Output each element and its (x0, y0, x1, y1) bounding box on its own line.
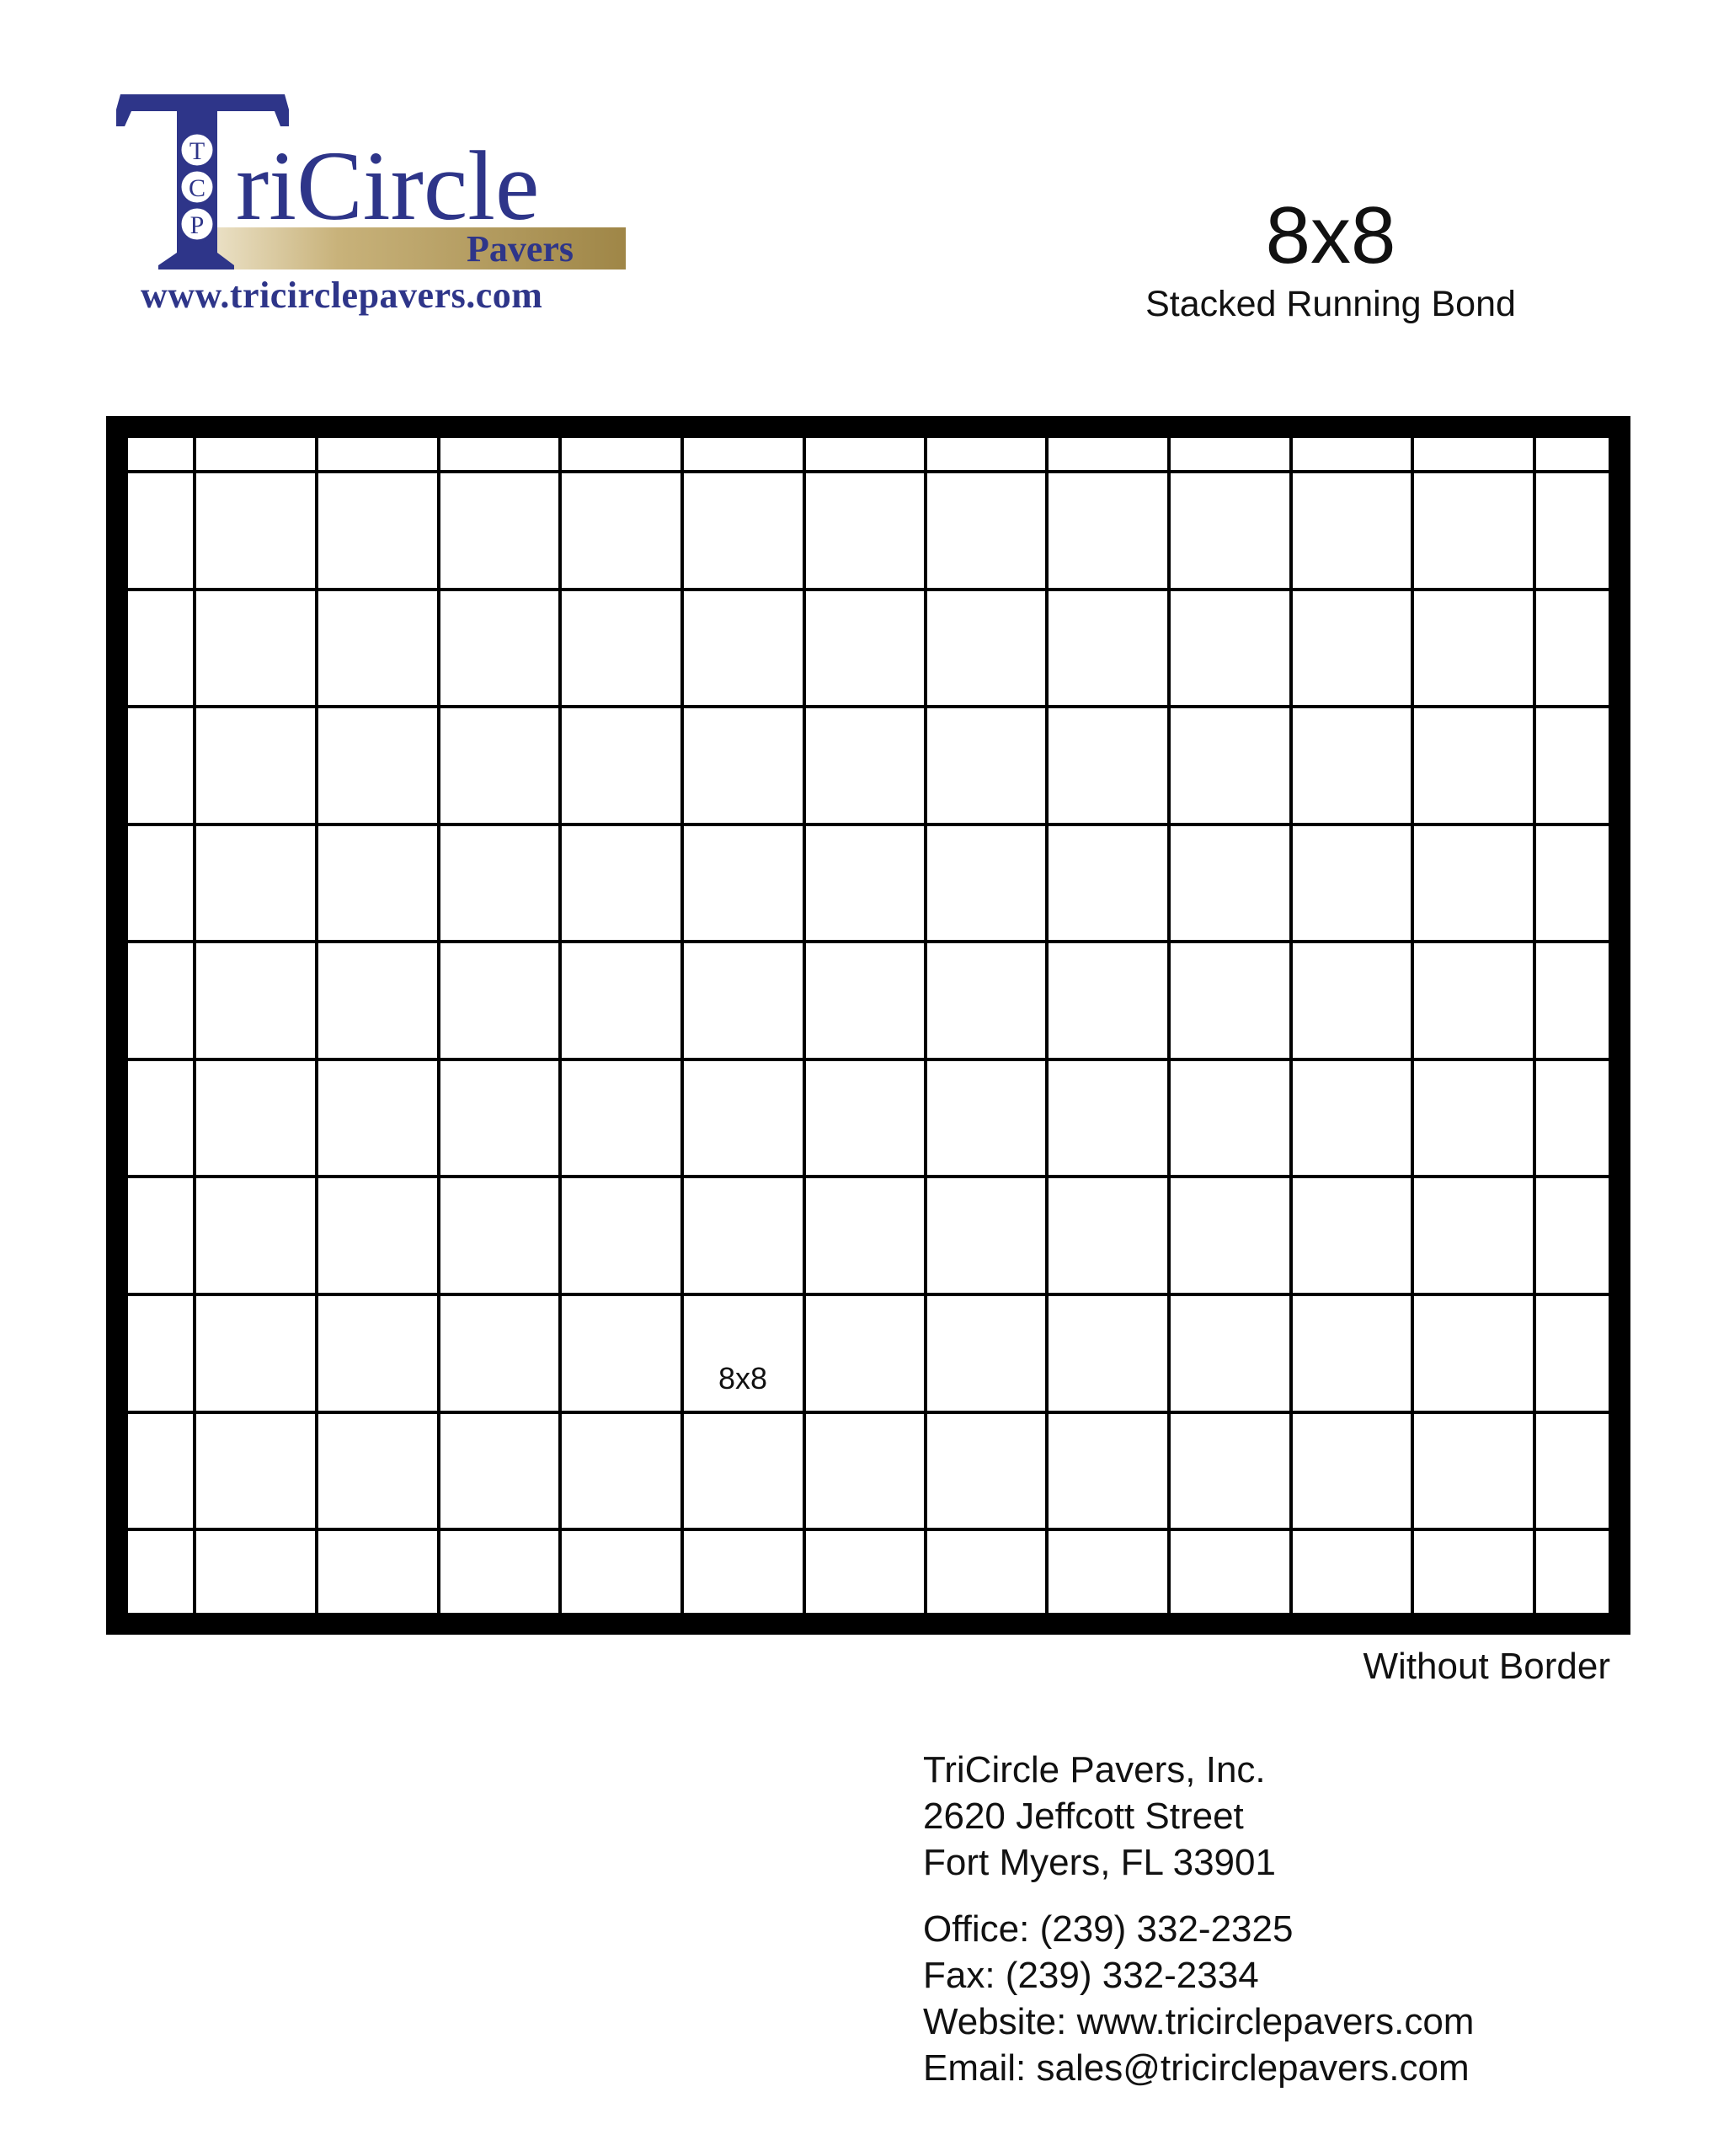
logo-badge-letter: P (189, 211, 205, 239)
logo-tagline: Pavers (467, 228, 574, 270)
paver-grid (106, 416, 1630, 1635)
border-note: Without Border (1363, 1646, 1610, 1687)
contact-block (923, 1747, 1474, 2091)
logo-wordmark: riCircle (236, 131, 540, 241)
contact-spacer (923, 1886, 1474, 1906)
paver-pattern-diagram (106, 416, 1630, 1635)
logo-url: www.tricirclepavers.com (141, 275, 543, 316)
street-address: 2620 Jeffcott Street (923, 1796, 1244, 1837)
logo-badge (180, 133, 214, 241)
pattern-size-title: 8x8 (1265, 190, 1396, 280)
office-phone: Office: (239) 332-2325 (923, 1908, 1294, 1950)
tile-size-label: 8x8 (718, 1361, 768, 1396)
pattern-name: Stacked Running Bond (1145, 284, 1516, 324)
outer-frame (117, 427, 1620, 1624)
website-link[interactable]: Website: www.tricirclepavers.com (923, 2001, 1475, 2042)
logo-badge-letter: C (188, 174, 206, 202)
logo-mark (116, 93, 638, 274)
email-link[interactable]: Email: sales@tricirclepavers.com (923, 2047, 1470, 2089)
company-name: TriCircle Pavers, Inc. (923, 1749, 1266, 1790)
city-state-zip: Fort Myers, FL 33901 (923, 1842, 1276, 1883)
logo-badge-letter: T (189, 137, 205, 165)
fax-number: Fax: (239) 332-2334 (923, 1955, 1259, 1996)
company-logo (116, 93, 638, 324)
